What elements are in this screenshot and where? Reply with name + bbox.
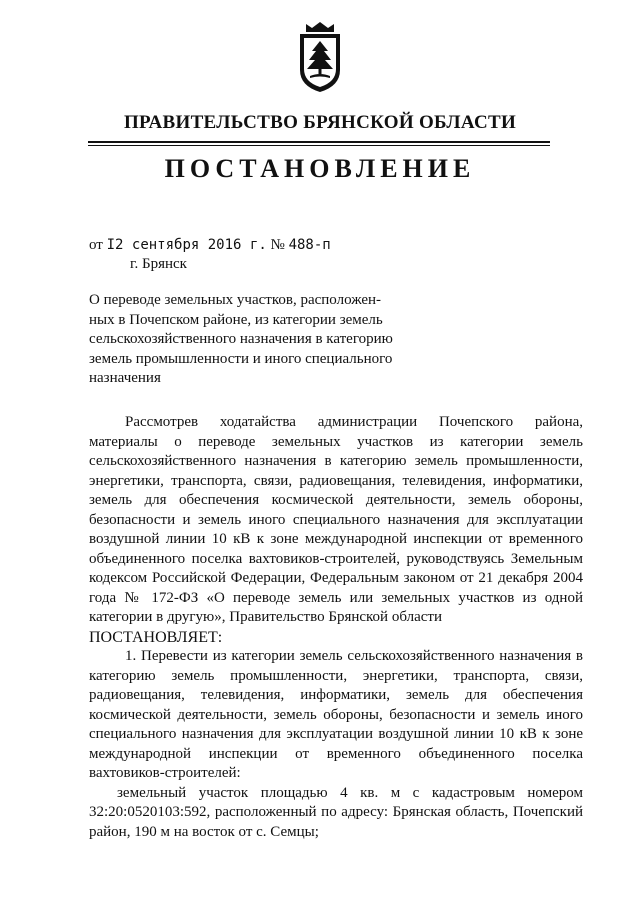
preamble-paragraph: Рассмотрев ходатайства администрации Почепского района, материалы о переводе земельных участков из категории земель сельскохозяйственного назначения в категорию земель промышленности, энергетики, транспорта, связи, радиовещания, телевидения, информатики, земель для обеспечения космической деятельности, земель обороны, безопасности и земель иного специального назначения для эксплуатации воздушной линии 10 кВ к зоне международной инспекции от временного объединенного поселка вахтовиков-строителей, руководствуясь Земельным кодексом Российской Федерации, Федеральным законом от 21 декабря 2004 года № 172-ФЗ «О переводе земель или земельных участков из одной категории в другую», Правительство Брянской области: [89, 414, 583, 625]
item-1-paragraph: 1. Перевести из категории земель сельскохозяйственного назначения в категорию земель промышленности, энергетики, транспорта, связи, радиовещания, телевидения, информатики, земель для обеспечения космической деятельности, земель обороны, безопасности и земель иного специального назначения для эксплуатации воздушной линии 10 кВ к зоне международной инспекции от временного объединенного поселка вахтовиков-строителей:: [89, 648, 583, 781]
header-rule-thin: [88, 145, 550, 146]
subject-line: назначения: [89, 370, 161, 387]
subject-line: ных в Почепском районе, из категории земель: [89, 311, 383, 328]
subject-line: земель промышленности и иного специального: [89, 350, 393, 367]
document-subject: [89, 291, 419, 389]
government-title: ПРАВИТЕЛЬСТВО БРЯНСКОЙ ОБЛАСТИ: [123, 112, 517, 133]
document-city: г. Брянск: [130, 256, 187, 272]
document-date: I2 сентября 2016 г.: [106, 237, 267, 253]
document-body: [89, 413, 583, 842]
number-prefix: №: [270, 237, 285, 253]
coat-of-arms-icon: [297, 20, 343, 94]
date-line: [89, 237, 331, 254]
subject-line: сельскохозяйственного назначения в категорию: [89, 331, 393, 348]
subject-line: О переводе земельных участков, расположен-: [89, 292, 382, 308]
parcel-paragraph: земельный участок площадью 4 кв. м с кадастровым номером 32:20:0520103:592, расположенный по адресу: Брянская область, Почепский район, 190 м на восток от с. Семцы;: [89, 784, 583, 840]
document-number: 488-п: [288, 237, 331, 253]
date-prefix: от: [89, 237, 103, 253]
resolves-heading: ПОСТАНОВЛЯЕТ:: [89, 628, 223, 646]
header-rule-thick: [88, 141, 550, 143]
document-type: ПОСТАНОВЛЕНИЕ: [164, 154, 476, 183]
